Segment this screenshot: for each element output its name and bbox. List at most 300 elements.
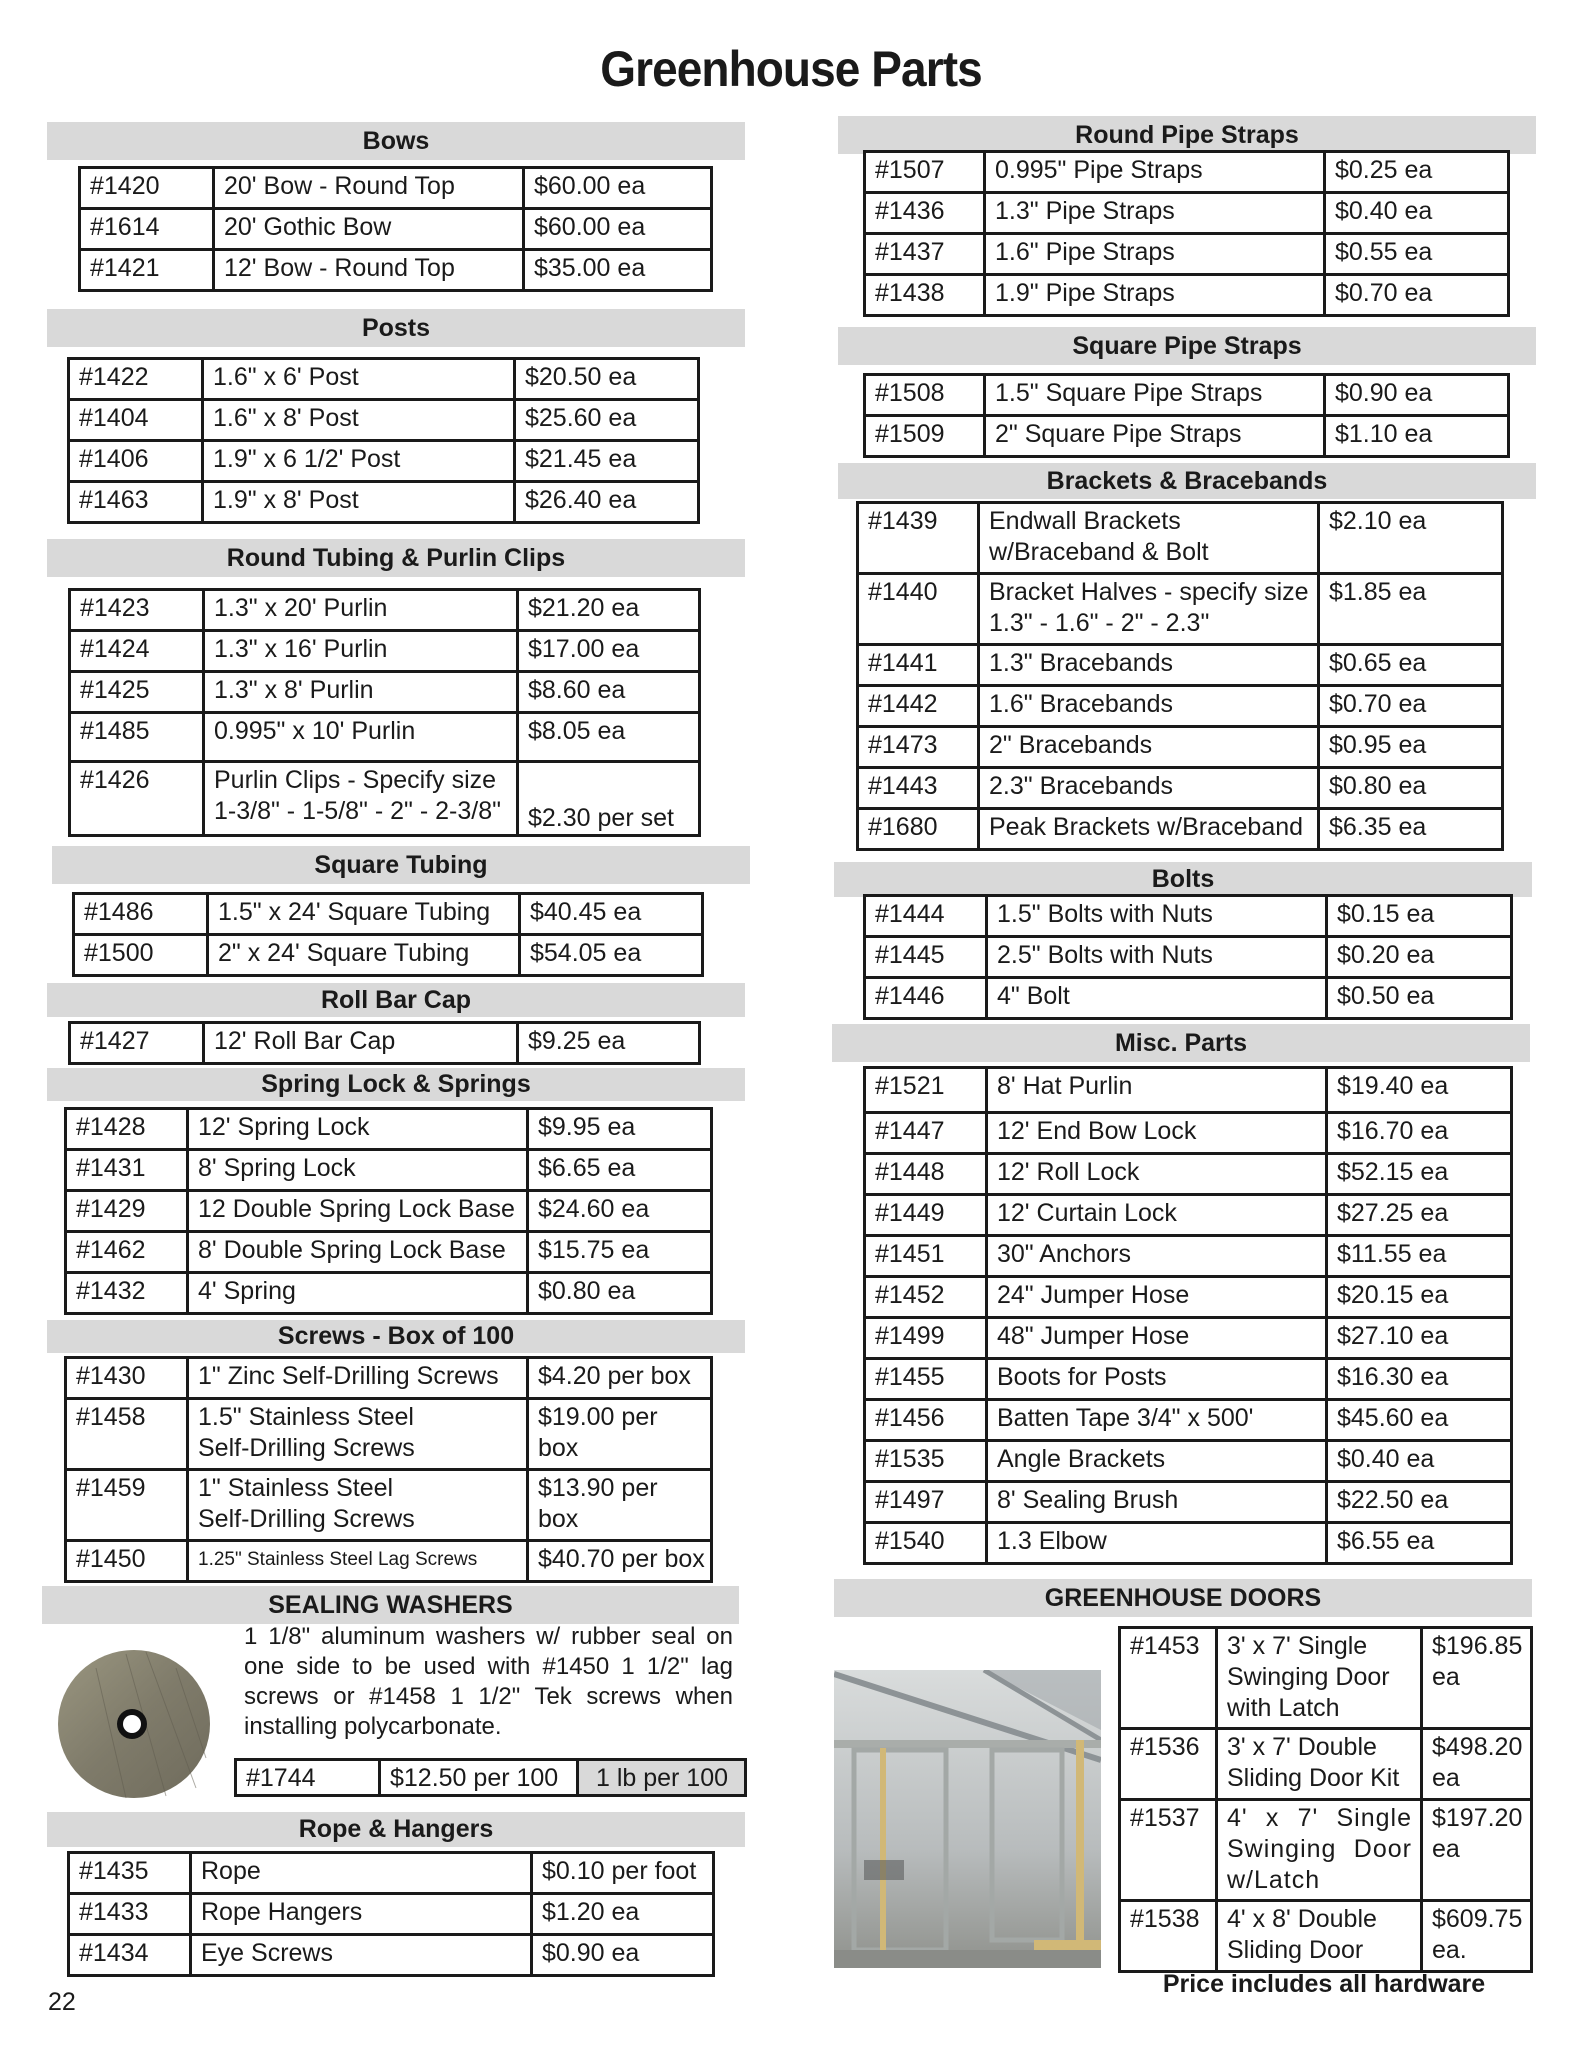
description-cell: 12' Curtain Lock [987,1195,1327,1236]
price-cell [1422,1628,1532,1729]
description-cell [188,1470,528,1541]
sku-cell: #1452 [865,1277,987,1318]
price-cell: $24.60 ea [528,1191,712,1232]
table-row [865,1318,1512,1359]
sku-cell: #1424 [70,631,204,672]
sku-cell: #1473 [858,727,979,768]
description-cell: 1.3" x 20' Purlin [204,590,518,631]
doors-table [1118,1626,1533,1973]
price-cell: $60.00 ea [524,209,712,250]
description-line: w/Braceband & Bolt [989,538,1209,566]
price-cell: $16.30 ea [1327,1359,1512,1400]
sku-cell: #1427 [70,1023,204,1064]
price-cell: $9.25 ea [518,1023,700,1064]
sku-cell: #1680 [858,809,979,850]
doors-note: Price includes all hardware [1162,1970,1486,1998]
table-row [1120,1800,1532,1901]
description-cell: Rope Hangers [191,1894,532,1935]
price-cell [528,1470,712,1541]
sku-cell: #1423 [70,590,204,631]
price-cell: $0.95 ea [1319,727,1503,768]
price-cell [1422,1729,1532,1800]
section-header-spring-lock: Spring Lock & Springs [47,1068,745,1101]
table-row [1120,1729,1532,1800]
table-row [865,275,1509,316]
price-line: $197.20 [1432,1804,1523,1832]
sku-cell: #1451 [865,1236,987,1277]
price-cell: $6.55 ea [1327,1523,1512,1564]
description-cell: 12' Bow - Round Top [214,250,524,291]
sku-cell: #1463 [69,482,203,523]
table-row [70,631,700,672]
sku-cell: #1462 [66,1232,188,1273]
table-row [865,1523,1512,1564]
table-row [1120,1628,1532,1729]
price-line: $498.20 [1432,1733,1523,1761]
table-row [865,937,1512,978]
description-line: Self-Drilling Screws [198,1505,415,1533]
description-cell: 1.9" Pipe Straps [985,275,1325,316]
description-cell: Peak Brackets w/Braceband [979,809,1319,850]
description-cell: 24" Jumper Hose [987,1277,1327,1318]
section-header-square-tubing: Square Tubing [52,846,750,884]
sku-cell: #1497 [865,1482,987,1523]
description-cell: 4' x 7' Single Swinging Door w/Latch [1217,1800,1422,1901]
sku-cell: #1500 [74,935,208,976]
description-line: Self-Drilling Screws [198,1434,415,1462]
sku-cell: #1744 [236,1760,380,1796]
price-line: $196.85 [1432,1632,1523,1660]
sku-cell: #1508 [865,375,985,416]
section-header-bolts: Bolts [834,862,1532,897]
price-cell: $8.05 ea [518,713,700,762]
misc-table [863,1066,1513,1565]
description-cell: 1.6" x 6' Post [203,359,515,400]
description-cell [188,1399,528,1470]
price-cell: $0.20 ea [1327,937,1512,978]
price-cell: $11.55 ea [1327,1236,1512,1277]
brackets-table [856,501,1504,851]
description-cell: 1.6" Bracebands [979,686,1319,727]
sku-cell: #1538 [1120,1901,1217,1972]
description-line: Purlin Clips - Specify size [214,766,497,794]
description-cell: 1.3" Pipe Straps [985,193,1325,234]
sku-cell: #1459 [66,1470,188,1541]
table-row [865,152,1509,193]
bows-table [78,166,713,292]
table-row [1120,1901,1532,1972]
table-row [865,978,1512,1019]
price-cell: $0.90 ea [1325,375,1509,416]
table-row [66,1541,712,1582]
price-cell: $22.50 ea [1327,1482,1512,1523]
sealing-washer-icon [56,1648,212,1800]
sku-cell: #1433 [69,1894,191,1935]
table-row [865,1154,1512,1195]
sku-cell: #1445 [865,937,987,978]
price-cell: $6.35 ea [1319,809,1503,850]
price-cell: $27.25 ea [1327,1195,1512,1236]
price-unit-line: ea [1432,1835,1460,1863]
price-cell [528,1399,712,1470]
sku-cell: #1535 [865,1441,987,1482]
description-cell: 8' Spring Lock [188,1150,528,1191]
table-row [66,1150,712,1191]
washer-description: 1 1/8" aluminum washers w/ rubber seal on one side to be used with #1450 1 1/2" lag screws or #1458 1 1/2" Tek screws when installing polycarbonate. [244,1623,733,1740]
sku-cell: #1455 [865,1359,987,1400]
price-cell: $35.00 ea [524,250,712,291]
posts-table [67,357,700,524]
table-row [69,400,699,441]
price-cell: $0.40 ea [1325,193,1509,234]
price-cell: $2.10 ea [1319,503,1503,574]
description-line: Endwall Brackets [989,507,1181,535]
sku-cell: #1438 [865,275,985,316]
description-cell: 8' Sealing Brush [987,1482,1327,1523]
sku-cell: #1453 [1120,1628,1217,1729]
description-cell: 48" Jumper Hose [987,1318,1327,1359]
table-row [66,1191,712,1232]
greenhouse-door-photo [834,1670,1101,1968]
price-cell [1422,1901,1532,1972]
sku-cell: #1614 [80,209,214,250]
sku-cell: #1447 [865,1113,987,1154]
sku-cell: #1485 [70,713,204,762]
description-cell: 2.3" Bracebands [979,768,1319,809]
description-cell: 0.995" x 10' Purlin [204,713,518,762]
sku-cell: #1444 [865,896,987,937]
washer-image [56,1648,212,1800]
description-cell: 1.25" Stainless Steel Lag Screws [188,1541,528,1582]
description-cell [204,762,518,836]
table-row [70,672,700,713]
table-row [865,193,1509,234]
price-cell: $2.30 per set [518,762,700,836]
table-row [865,1482,1512,1523]
page-title: Greenhouse Parts [600,41,982,97]
description-line: 1.5" Stainless Steel [198,1403,414,1431]
description-cell: 30" Anchors [987,1236,1327,1277]
table-row [66,1358,712,1399]
price-line: $19.00 per [538,1403,658,1431]
section-header-screws: Screws - Box of 100 [47,1320,745,1353]
price-cell: $54.05 ea [520,935,703,976]
sku-cell: #1458 [66,1399,188,1470]
sku-cell: #1432 [66,1273,188,1314]
description-cell: 4" Bolt [987,978,1327,1019]
table-row [865,416,1509,457]
sku-cell: #1507 [865,152,985,193]
price-cell: $1.10 ea [1325,416,1509,457]
price-cell: $15.75 ea [528,1232,712,1273]
price-line: $609.75 [1432,1905,1523,1933]
description-cell: Batten Tape 3/4" x 500' [987,1400,1327,1441]
price-unit-line: box [538,1434,579,1462]
sku-cell: #1434 [69,1935,191,1976]
description-cell [979,574,1319,645]
price-cell: $40.45 ea [520,894,703,935]
description-cell: Eye Screws [191,1935,532,1976]
description-cell: 1.6" x 8' Post [203,400,515,441]
section-header-round-tubing: Round Tubing & Purlin Clips [47,539,745,577]
description-line: 1.3" - 1.6" - 2" - 2.3" [989,609,1210,637]
description-cell: 8' Double Spring Lock Base [188,1232,528,1273]
price-unit-line: box [538,1505,579,1533]
description-cell: 1.9" x 6 1/2' Post [203,441,515,482]
section-header-brackets: Brackets & Bracebands [838,463,1536,499]
table-row [858,768,1503,809]
price-cell: $52.15 ea [1327,1154,1512,1195]
section-header-square-pipe-straps: Square Pipe Straps [838,327,1536,365]
sku-cell: #1406 [69,441,203,482]
price-cell: $0.55 ea [1325,234,1509,275]
sku-cell: #1431 [66,1150,188,1191]
section-header-rope: Rope & Hangers [47,1812,745,1847]
price-cell: $26.40 ea [515,482,699,523]
sku-cell: #1536 [1120,1729,1217,1800]
section-header-doors: GREENHOUSE DOORS [834,1579,1532,1617]
table-row [858,686,1503,727]
price-cell: $0.70 ea [1325,275,1509,316]
price-cell: $21.45 ea [515,441,699,482]
sku-cell: #1486 [74,894,208,935]
table-row [66,1109,712,1150]
screws-table [64,1356,713,1583]
sku-cell: #1499 [865,1318,987,1359]
table-row [865,1113,1512,1154]
price-cell: $0.70 ea [1319,686,1503,727]
sku-cell: #1440 [858,574,979,645]
table-row [70,762,700,836]
table-row [69,441,699,482]
sealing-washers-table [234,1758,747,1797]
sku-cell: #1537 [1120,1800,1217,1901]
table-row [865,896,1512,937]
price-cell: $6.65 ea [528,1150,712,1191]
description-cell: 3' x 7' Double Sliding Door Kit [1217,1729,1422,1800]
price-unit-line: ea [1432,1764,1460,1792]
round-tubing-table [68,588,701,837]
table-row [865,1236,1512,1277]
description-line: 1-3/8" - 1-5/8" - 2" - 2-3/8" [214,797,501,825]
description-cell: 2.5" Bolts with Nuts [987,937,1327,978]
table-row [80,168,712,209]
description-cell: 12' Roll Lock [987,1154,1327,1195]
table-row [858,809,1503,850]
price-unit-line: ea [1432,1663,1460,1691]
description-cell: 1.6" Pipe Straps [985,234,1325,275]
price-cell [1422,1800,1532,1901]
sku-cell: #1540 [865,1523,987,1564]
table-row [66,1470,712,1541]
sku-cell: #1437 [865,234,985,275]
price-cell: $16.70 ea [1327,1113,1512,1154]
sku-cell: #1439 [858,503,979,574]
table-row [69,1894,714,1935]
table-row [865,1441,1512,1482]
table-row [74,894,703,935]
sku-cell: #1448 [865,1154,987,1195]
description-cell [979,503,1319,574]
sku-cell: #1420 [80,168,214,209]
price-cell: $0.15 ea [1327,896,1512,937]
sku-cell: #1442 [858,686,979,727]
table-row [865,1359,1512,1400]
price-cell: $45.60 ea [1327,1400,1512,1441]
price-cell: $25.60 ea [515,400,699,441]
price-cell: $1.85 ea [1319,574,1503,645]
description-cell: 1.3" Bracebands [979,645,1319,686]
description-line: 1" Stainless Steel [198,1474,394,1502]
sku-cell: #1449 [865,1195,987,1236]
description-cell: 20' Gothic Bow [214,209,524,250]
table-row [66,1273,712,1314]
price-cell: $0.10 per foot [532,1853,714,1894]
sku-cell: #1426 [70,762,204,836]
sku-cell: #1435 [69,1853,191,1894]
price-cell: $27.10 ea [1327,1318,1512,1359]
description-cell: 1.3" x 8' Purlin [204,672,518,713]
description-cell: 2" x 24' Square Tubing [208,935,520,976]
square-tubing-table [72,892,704,977]
page-number: 22 [48,1988,76,2016]
section-header-roll-bar-cap: Roll Bar Cap [47,983,745,1017]
sku-cell: #1429 [66,1191,188,1232]
price-unit-line: ea. [1432,1936,1467,1964]
table-row [865,1068,1512,1113]
description-cell: 1.3 Elbow [987,1523,1327,1564]
table-row [858,727,1503,768]
price-cell: $19.40 ea [1327,1068,1512,1113]
price-cell: $40.70 per box [528,1541,712,1582]
description-line: Bracket Halves - specify size [989,578,1309,606]
price-cell: $4.20 per box [528,1358,712,1399]
description-cell: 4' x 8' Double Sliding Door [1217,1901,1422,1972]
sku-cell: #1446 [865,978,987,1019]
table-row [865,1277,1512,1318]
price-cell: $0.80 ea [528,1273,712,1314]
table-row [236,1760,746,1796]
table-row [70,590,700,631]
section-header-misc: Misc. Parts [832,1024,1530,1062]
table-row [858,645,1503,686]
description-cell: 1.5" x 24' Square Tubing [208,894,520,935]
description-cell: Boots for Posts [987,1359,1327,1400]
section-header-sealing-washers: SEALING WASHERS [42,1586,739,1624]
section-header-round-pipe-straps: Round Pipe Straps [838,116,1536,154]
description-cell: 20' Bow - Round Top [214,168,524,209]
price-cell: $0.80 ea [1319,768,1503,809]
table-row [865,1400,1512,1441]
description-cell: 8' Hat Purlin [987,1068,1327,1113]
price-cell: $17.00 ea [518,631,700,672]
description-cell: 1.5" Bolts with Nuts [987,896,1327,937]
description-cell: 2" Square Pipe Straps [985,416,1325,457]
table-row [69,1853,714,1894]
price-cell: $12.50 per 100 [380,1760,578,1796]
description-cell: 0.995" Pipe Straps [985,152,1325,193]
description-cell: 2" Bracebands [979,727,1319,768]
spring-lock-table [64,1107,713,1315]
price-cell: $0.65 ea [1319,645,1503,686]
square-pipe-straps-table [863,373,1510,458]
bolts-table [863,894,1513,1020]
table-row [865,1195,1512,1236]
sku-cell: #1521 [865,1068,987,1113]
sku-cell: #1422 [69,359,203,400]
sku-cell: #1425 [70,672,204,713]
description-cell: 1.9" x 8' Post [203,482,515,523]
table-row [70,713,700,762]
price-cell: $1.20 ea [532,1894,714,1935]
table-row [66,1399,712,1470]
round-pipe-straps-table [863,150,1510,317]
section-header-posts: Posts [47,309,745,347]
description-cell: 4' Spring [188,1273,528,1314]
description-cell: 1.3" x 16' Purlin [204,631,518,672]
table-row [865,375,1509,416]
description-cell: 12' End Bow Lock [987,1113,1327,1154]
table-row [80,209,712,250]
price-cell: $0.40 ea [1327,1441,1512,1482]
weight-cell: 1 lb per 100 [578,1760,746,1796]
table-row [858,503,1503,574]
description-cell: 12' Spring Lock [188,1109,528,1150]
table-row [865,234,1509,275]
price-cell: $0.50 ea [1327,978,1512,1019]
sku-cell: #1404 [69,400,203,441]
description-cell: Rope [191,1853,532,1894]
description-cell: 12' Roll Bar Cap [204,1023,518,1064]
sku-cell: #1509 [865,416,985,457]
description-cell: 3' x 7' Single Swinging Door with Latch [1217,1628,1422,1729]
table-row [70,1023,700,1064]
table-row [69,359,699,400]
price-cell: $9.95 ea [528,1109,712,1150]
sku-cell: #1441 [858,645,979,686]
table-row [80,250,712,291]
table-row [69,1935,714,1976]
description-cell: Angle Brackets [987,1441,1327,1482]
rope-table [67,1851,715,1977]
description-cell: 12 Double Spring Lock Base [188,1191,528,1232]
price-line: $13.90 per [538,1474,658,1502]
price-cell: $0.90 ea [532,1935,714,1976]
sku-cell: #1456 [865,1400,987,1441]
table-row [74,935,703,976]
greenhouse-door-icon [834,1670,1101,1968]
roll-bar-cap-table [68,1021,701,1065]
price-cell: $8.60 ea [518,672,700,713]
sku-cell: #1430 [66,1358,188,1399]
sku-cell: #1443 [858,768,979,809]
table-row [858,574,1503,645]
sku-cell: #1450 [66,1541,188,1582]
section-header-bows: Bows [47,122,745,160]
price-cell: $0.25 ea [1325,152,1509,193]
price-cell: $20.50 ea [515,359,699,400]
sku-cell: #1428 [66,1109,188,1150]
price-cell: $20.15 ea [1327,1277,1512,1318]
table-row [69,482,699,523]
sku-cell: #1421 [80,250,214,291]
price-cell: $60.00 ea [524,168,712,209]
description-cell: 1.5" Square Pipe Straps [985,375,1325,416]
description-cell: 1" Zinc Self-Drilling Screws [188,1358,528,1399]
sku-cell: #1436 [865,193,985,234]
price-cell: $21.20 ea [518,590,700,631]
table-row [66,1232,712,1273]
